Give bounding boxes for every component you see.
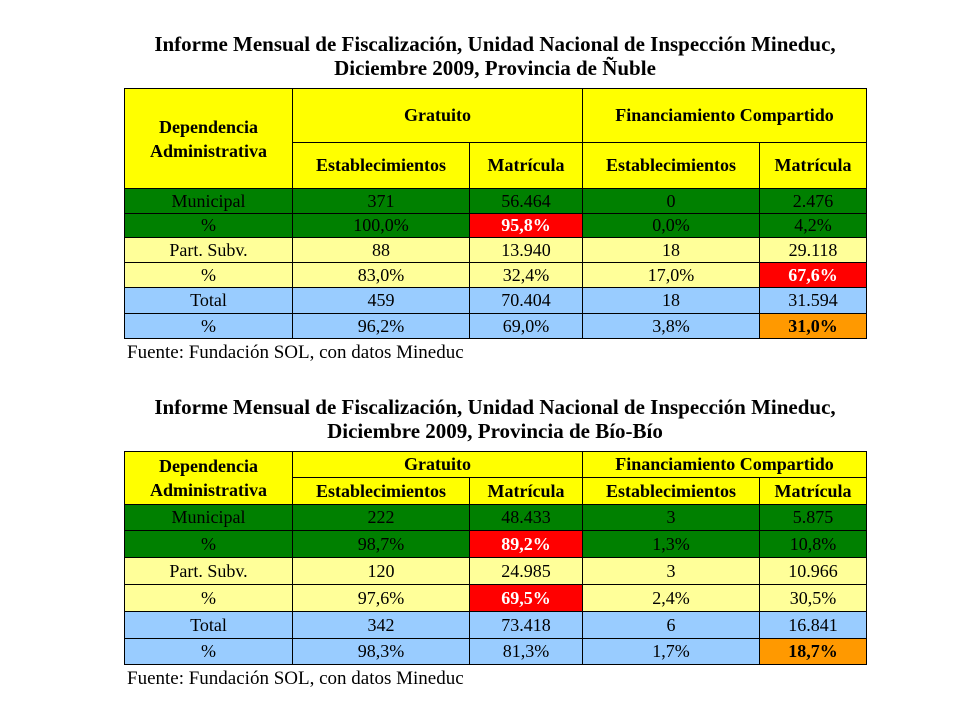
header-matricula: Matrícula xyxy=(760,143,867,189)
header-dependencia: Dependencia Administrativa xyxy=(125,452,293,505)
cell-value: 32,4% xyxy=(470,263,583,288)
table-row-municipal-pct xyxy=(125,214,867,238)
cell-value: 3 xyxy=(583,558,760,585)
cell-value: 3,8% xyxy=(583,314,760,339)
cell-value: 459 xyxy=(293,288,470,314)
cell-value-highlight: 95,8% xyxy=(470,214,583,238)
table-row-total xyxy=(125,612,867,639)
row-label: Part. Subv. xyxy=(125,558,293,585)
row-label: % xyxy=(125,585,293,612)
cell-value: 18 xyxy=(583,238,760,263)
header-dependencia: Dependencia Administrativa xyxy=(125,89,293,189)
cell-value-highlight: 31,0% xyxy=(760,314,867,339)
title-line-2: Diciembre 2009, Provincia de Ñuble xyxy=(334,56,656,80)
cell-value-highlight: 67,6% xyxy=(760,263,867,288)
source-note: Fuente: Fundación SOL, con datos Mineduc xyxy=(127,668,464,689)
cell-value-highlight: 69,5% xyxy=(470,585,583,612)
table-row-municipal xyxy=(125,189,867,214)
cell-value: 371 xyxy=(293,189,470,214)
cell-value: 83,0% xyxy=(293,263,470,288)
cell-value: 4,2% xyxy=(760,214,867,238)
header-row-top xyxy=(125,89,867,143)
row-label: % xyxy=(125,314,293,339)
row-label: Municipal xyxy=(125,189,293,214)
cell-value: 342 xyxy=(293,612,470,639)
row-label: % xyxy=(125,639,293,665)
header-row-top xyxy=(125,452,867,478)
cell-value: 2.476 xyxy=(760,189,867,214)
title-line-1: Informe Mensual de Fiscalización, Unidad Nacional de Inspección Mineduc, xyxy=(154,32,836,56)
cell-value: 30,5% xyxy=(760,585,867,612)
row-label: Total xyxy=(125,288,293,314)
cell-value: 31.594 xyxy=(760,288,867,314)
header-gratuito: Gratuito xyxy=(293,452,583,478)
header-gratuito: Gratuito xyxy=(293,89,583,143)
cell-value: 13.940 xyxy=(470,238,583,263)
title-line-1: Informe Mensual de Fiscalización, Unidad Nacional de Inspección Mineduc, xyxy=(154,395,836,419)
cell-value: 70.404 xyxy=(470,288,583,314)
table-row-municipal-pct xyxy=(125,531,867,558)
cell-value: 73.418 xyxy=(470,612,583,639)
cell-value: 16.841 xyxy=(760,612,867,639)
row-label: % xyxy=(125,531,293,558)
table-row-part-subv-pct xyxy=(125,263,867,288)
cell-value: 17,0% xyxy=(583,263,760,288)
table-row-municipal xyxy=(125,505,867,531)
header-establecimientos: Establecimientos xyxy=(293,478,470,505)
cell-value: 3 xyxy=(583,505,760,531)
row-label: % xyxy=(125,214,293,238)
cell-value: 10,8% xyxy=(760,531,867,558)
table-row-total-pct xyxy=(125,314,867,339)
cell-value: 88 xyxy=(293,238,470,263)
row-label: % xyxy=(125,263,293,288)
cell-value: 98,7% xyxy=(293,531,470,558)
table-row-part-subv xyxy=(125,558,867,585)
cell-value: 0,0% xyxy=(583,214,760,238)
cell-value: 18 xyxy=(583,288,760,314)
cell-value: 120 xyxy=(293,558,470,585)
cell-value: 96,2% xyxy=(293,314,470,339)
row-label: Part. Subv. xyxy=(125,238,293,263)
cell-value: 2,4% xyxy=(583,585,760,612)
cell-value: 5.875 xyxy=(760,505,867,531)
cell-value: 69,0% xyxy=(470,314,583,339)
table-row-part-subv xyxy=(125,238,867,263)
cell-value: 48.433 xyxy=(470,505,583,531)
report-title-biobio xyxy=(124,395,866,443)
cell-value: 0 xyxy=(583,189,760,214)
table-row-part-subv-pct xyxy=(125,585,867,612)
cell-value: 29.118 xyxy=(760,238,867,263)
header-matricula: Matrícula xyxy=(760,478,867,505)
cell-value: 100,0% xyxy=(293,214,470,238)
header-compartido: Financiamiento Compartido xyxy=(583,452,867,478)
header-matricula: Matrícula xyxy=(470,143,583,189)
source-note: Fuente: Fundación SOL, con datos Mineduc xyxy=(127,342,464,363)
table-row-total xyxy=(125,288,867,314)
cell-value: 56.464 xyxy=(470,189,583,214)
cell-value: 81,3% xyxy=(470,639,583,665)
cell-value: 1,7% xyxy=(583,639,760,665)
header-matricula: Matrícula xyxy=(470,478,583,505)
header-establecimientos: Establecimientos xyxy=(293,143,470,189)
row-label: Total xyxy=(125,612,293,639)
cell-value: 10.966 xyxy=(760,558,867,585)
table-nuble xyxy=(124,88,867,339)
cell-value: 97,6% xyxy=(293,585,470,612)
cell-value: 222 xyxy=(293,505,470,531)
report-title-nuble xyxy=(124,32,866,80)
table-biobio xyxy=(124,451,867,665)
cell-value: 1,3% xyxy=(583,531,760,558)
cell-value: 6 xyxy=(583,612,760,639)
cell-value-highlight: 89,2% xyxy=(470,531,583,558)
cell-value-highlight: 18,7% xyxy=(760,639,867,665)
cell-value: 24.985 xyxy=(470,558,583,585)
cell-value: 98,3% xyxy=(293,639,470,665)
table-row-total-pct xyxy=(125,639,867,665)
title-line-2: Diciembre 2009, Provincia de Bío-Bío xyxy=(327,419,663,443)
row-label: Municipal xyxy=(125,505,293,531)
header-compartido: Financiamiento Compartido xyxy=(583,89,867,143)
header-establecimientos: Establecimientos xyxy=(583,478,760,505)
header-establecimientos: Establecimientos xyxy=(583,143,760,189)
